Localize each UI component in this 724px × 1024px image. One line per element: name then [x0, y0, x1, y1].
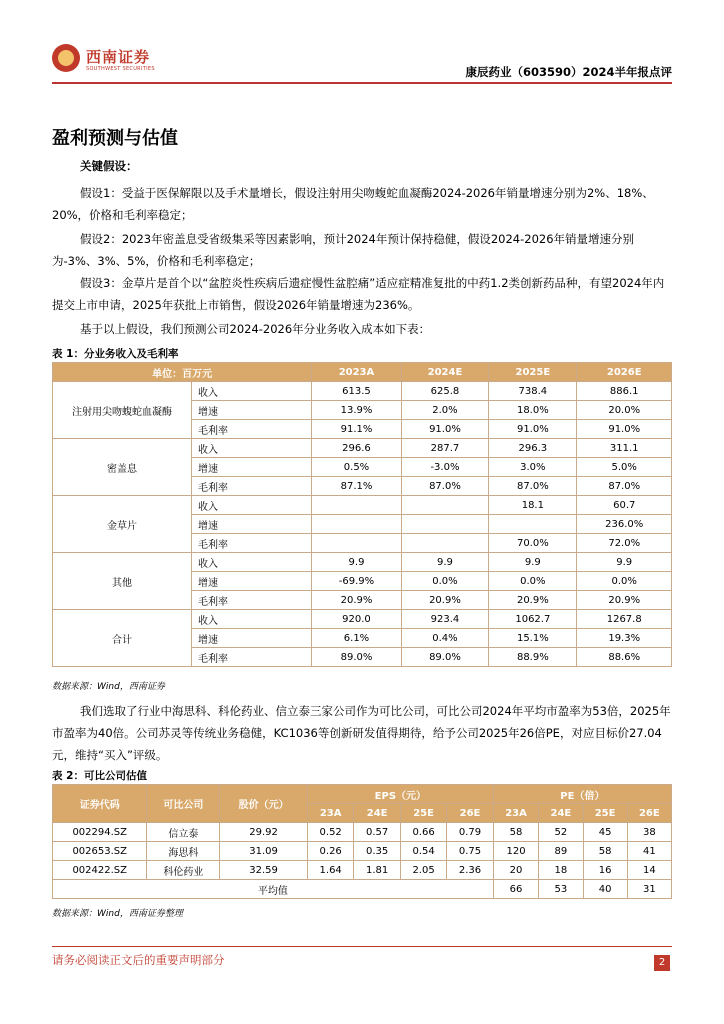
table-cell: 311.1 [577, 439, 672, 458]
table-row [53, 439, 672, 458]
table-cell: 60.7 [577, 496, 672, 515]
metric-label: 毛利率 [192, 591, 312, 610]
table2-eps-year: 23A [307, 804, 353, 823]
table-cell: 9.9 [312, 553, 401, 572]
table-cell: -3.0% [401, 458, 489, 477]
table-cell: 89.0% [401, 648, 489, 667]
table-cell: 613.5 [312, 382, 401, 401]
metric-label: 增速 [192, 515, 312, 534]
table2-header-pe: PE（倍） [493, 785, 671, 804]
stock-price: 29.92 [220, 823, 308, 842]
table1-header-year: 2024E [401, 363, 489, 382]
table2-pe-year: 26E [627, 804, 671, 823]
logo-subtext: SOUTHWEST SECURITIES [86, 66, 155, 72]
table-cell: 236.0% [577, 515, 672, 534]
table-cell [312, 496, 401, 515]
eps-value: 0.52 [307, 823, 353, 842]
table-cell [312, 534, 401, 553]
table-cell: 2.0% [401, 401, 489, 420]
eps-value: 0.54 [400, 842, 446, 861]
table-cell: 88.9% [489, 648, 577, 667]
section-title: 盈利预测与估值 [52, 128, 178, 149]
table-cell: 87.0% [401, 477, 489, 496]
table-cell: 72.0% [577, 534, 672, 553]
pe-value: 120 [493, 842, 539, 861]
metric-label: 收入 [192, 610, 312, 629]
table-cell: 0.5% [312, 458, 401, 477]
table-cell: 1062.7 [489, 610, 577, 629]
table-cell: 738.4 [489, 382, 577, 401]
table1-header-unit: 单位：百万元 [53, 363, 312, 382]
pe-value: 58 [583, 842, 627, 861]
metric-label: 毛利率 [192, 420, 312, 439]
table-cell: 91.0% [489, 420, 577, 439]
table-cell: 0.0% [577, 572, 672, 591]
pe-value: 18 [539, 861, 583, 880]
company-name: 信立泰 [147, 823, 220, 842]
average-pe-value: 40 [583, 880, 627, 899]
metric-label: 收入 [192, 553, 312, 572]
average-pe-value: 66 [493, 880, 539, 899]
table-row [53, 861, 672, 880]
metric-label: 毛利率 [192, 648, 312, 667]
metric-label: 增速 [192, 401, 312, 420]
table-row [53, 496, 672, 515]
pe-value: 20 [493, 861, 539, 880]
metric-label: 毛利率 [192, 534, 312, 553]
product-name: 合计 [53, 610, 192, 667]
table1-header-year: 2023A [312, 363, 401, 382]
table-cell: 18.0% [489, 401, 577, 420]
page-number: 2 [654, 955, 670, 971]
table2-body [53, 823, 672, 899]
stock-code: 002294.SZ [53, 823, 147, 842]
eps-value: 0.79 [447, 823, 493, 842]
table1-body [53, 382, 672, 667]
metric-label: 收入 [192, 496, 312, 515]
average-pe-value: 53 [539, 880, 583, 899]
table-cell: 18.1 [489, 496, 577, 515]
eps-value: 0.57 [354, 823, 400, 842]
table-cell: 87.0% [489, 477, 577, 496]
table2-source: 数据来源：Wind，西南证券整理 [52, 909, 183, 919]
product-name: 注射用尖吻蝮蛇血凝酶 [53, 382, 192, 439]
metric-label: 毛利率 [192, 477, 312, 496]
metric-label: 增速 [192, 458, 312, 477]
table-cell: 87.0% [577, 477, 672, 496]
stock-price: 31.09 [220, 842, 308, 861]
table2-header-code: 证券代码 [53, 785, 147, 823]
table-cell [489, 515, 577, 534]
pe-value: 38 [627, 823, 671, 842]
table2-eps-year: 26E [447, 804, 493, 823]
product-name: 其他 [53, 553, 192, 610]
footer-divider [52, 946, 672, 947]
table2-header-price: 股价（元） [220, 785, 308, 823]
table-cell: 87.1% [312, 477, 401, 496]
metric-label: 收入 [192, 439, 312, 458]
table-cell: -69.9% [312, 572, 401, 591]
table-cell: 91.0% [577, 420, 672, 439]
table-cell: 20.0% [577, 401, 672, 420]
valuation-paragraph: 我们选取了行业中海思科、科伦药业、信立泰三家公司作为可比公司，可比公司2024年平均市盈率为53倍，2025年市盈率为40倍。公司苏灵等传统业务稳健，KC1036等创新研发值得期待，给予公司2025年26倍PE，对应目标价27.04元，维持“买入”评级。 [52, 704, 671, 762]
eps-value: 0.75 [447, 842, 493, 861]
table-cell: 886.1 [577, 382, 672, 401]
table-row [53, 823, 672, 842]
valuation-table [52, 784, 672, 899]
table-cell: 3.0% [489, 458, 577, 477]
metric-label: 增速 [192, 629, 312, 648]
table2-pe-year: 24E [539, 804, 583, 823]
table-cell: 6.1% [312, 629, 401, 648]
table2-pe-year: 25E [583, 804, 627, 823]
table-cell: 20.9% [401, 591, 489, 610]
table-cell: 287.7 [401, 439, 489, 458]
company-name: 科伦药业 [147, 861, 220, 880]
report-title: 康辰药业（603590）2024半年报点评 [465, 65, 672, 79]
table-row [53, 382, 672, 401]
table-cell: 13.9% [312, 401, 401, 420]
table-cell: 0.0% [401, 572, 489, 591]
assumption-1: 假设1：受益于医保解限以及手术量增长，假设注射用尖吻蝮蛇血凝酶2024-2026年销量增速分别为2%、18%、20%，价格和毛利率稳定； [52, 186, 654, 222]
table1-header-year: 2025E [489, 363, 577, 382]
table-cell: 296.3 [489, 439, 577, 458]
pe-value: 41 [627, 842, 671, 861]
average-row [53, 880, 672, 899]
table-cell: 296.6 [312, 439, 401, 458]
metric-label: 收入 [192, 382, 312, 401]
table1-header-year: 2026E [577, 363, 672, 382]
key-assumptions-label: 关键假设： [80, 159, 138, 173]
eps-value: 2.05 [400, 861, 446, 880]
table-row [53, 610, 672, 629]
table-cell: 9.9 [577, 553, 672, 572]
table-cell: 9.9 [401, 553, 489, 572]
table-cell [401, 515, 489, 534]
revenue-table [52, 362, 672, 667]
pe-value: 89 [539, 842, 583, 861]
pe-value: 58 [493, 823, 539, 842]
metric-label: 增速 [192, 572, 312, 591]
company-name: 海思科 [147, 842, 220, 861]
table-cell: 0.4% [401, 629, 489, 648]
table-cell: 9.9 [489, 553, 577, 572]
table-cell [401, 496, 489, 515]
eps-value: 0.35 [354, 842, 400, 861]
table-cell: 91.1% [312, 420, 401, 439]
table-cell: 20.9% [312, 591, 401, 610]
pe-value: 52 [539, 823, 583, 842]
table-cell: 15.1% [489, 629, 577, 648]
assumption-summary: 基于以上假设，我们预测公司2024-2026年分业务收入成本如下表： [80, 322, 431, 336]
eps-value: 0.26 [307, 842, 353, 861]
footer-disclaimer: 请务必阅读正文后的重要声明部分 [52, 953, 225, 967]
table2-header-company: 可比公司 [147, 785, 220, 823]
table1-source: 数据来源：Wind，西南证券 [52, 682, 165, 692]
table-row [53, 553, 672, 572]
average-pe-value: 31 [627, 880, 671, 899]
logo-inner-icon [58, 50, 74, 66]
table-cell: 0.0% [489, 572, 577, 591]
stock-price: 32.59 [220, 861, 308, 880]
table-cell: 625.8 [401, 382, 489, 401]
table2-header-eps: EPS（元） [307, 785, 493, 804]
table-row [53, 842, 672, 861]
pe-value: 16 [583, 861, 627, 880]
table-cell: 20.9% [577, 591, 672, 610]
header-divider [52, 82, 672, 84]
table-cell: 88.6% [577, 648, 672, 667]
table2-pe-year: 23A [493, 804, 539, 823]
eps-value: 0.66 [400, 823, 446, 842]
pe-value: 14 [627, 861, 671, 880]
table-cell: 5.0% [577, 458, 672, 477]
table-cell: 920.0 [312, 610, 401, 629]
product-name: 密盖息 [53, 439, 192, 496]
eps-value: 1.64 [307, 861, 353, 880]
table2-eps-year: 24E [354, 804, 400, 823]
stock-code: 002422.SZ [53, 861, 147, 880]
table-cell: 20.9% [489, 591, 577, 610]
table2-caption: 表 2：可比公司估值 [52, 770, 147, 782]
pe-value: 45 [583, 823, 627, 842]
table-cell: 70.0% [489, 534, 577, 553]
logo-text: 西南证券 [86, 48, 151, 66]
eps-value: 2.36 [447, 861, 493, 880]
table2-eps-year: 25E [400, 804, 446, 823]
assumption-2: 假设2：2023年密盖息受省级集采等因素影响，预计2024年预计保持稳健，假设2024-2026年销量增速分别为-3%、3%、5%，价格和毛利率稳定； [52, 232, 635, 268]
eps-value: 1.81 [354, 861, 400, 880]
stock-code: 002653.SZ [53, 842, 147, 861]
table-cell: 89.0% [312, 648, 401, 667]
table-cell: 91.0% [401, 420, 489, 439]
assumption-3: 假设3：金草片是首个以“盆腔炎性疾病后遗症慢性盆腔痛”适应症精准复批的中药1.2类创新药品种，有望2024年内提交上市申请，2025年获批上市销售，假设2026年销量增速为236%。 [52, 276, 665, 312]
table-cell [401, 534, 489, 553]
table-cell [312, 515, 401, 534]
product-name: 金草片 [53, 496, 192, 553]
table-cell: 1267.8 [577, 610, 672, 629]
table1-caption: 表 1：分业务收入及毛利率 [52, 348, 179, 360]
table-cell: 923.4 [401, 610, 489, 629]
average-label: 平均值 [53, 880, 494, 899]
table-cell: 19.3% [577, 629, 672, 648]
